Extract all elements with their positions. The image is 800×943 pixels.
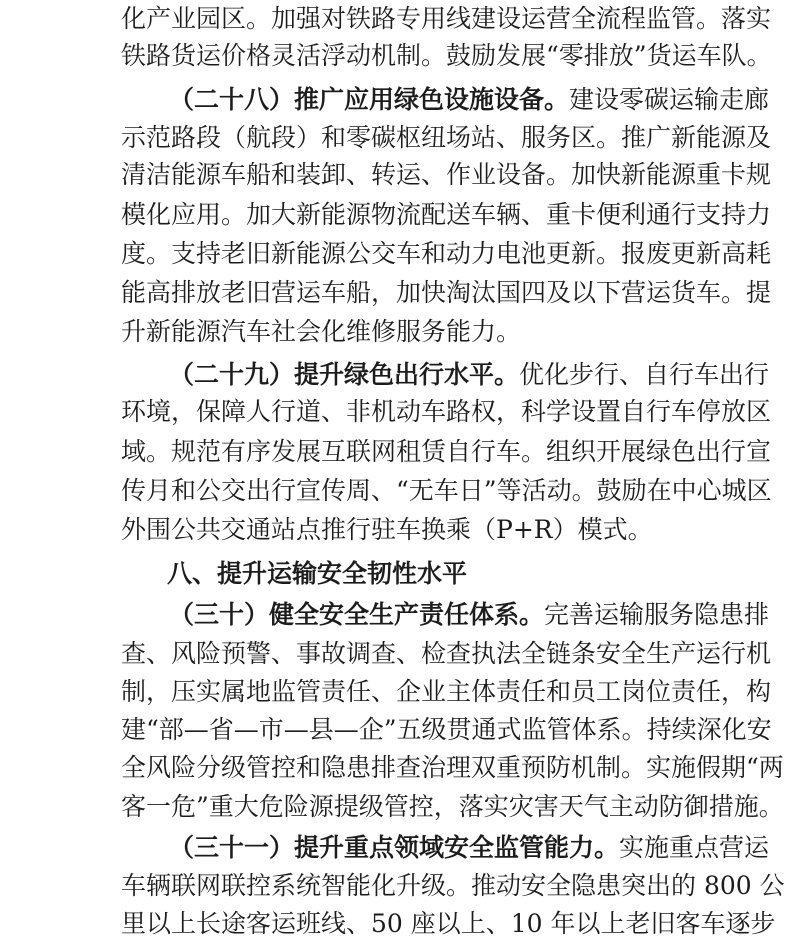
text-span: 升新能源汽车社会化维修服务能力。: [121, 317, 522, 346]
section-heading: [0, 555, 800, 593]
text-span: 查、风险预警、事故调查、检查执法全链条安全生产运行机: [121, 639, 772, 668]
text-span: 化产业园区。加强对铁路专用线建设运营全流程监管。落实: [121, 4, 772, 33]
text-span: 模化应用。加大新能源物流配送车辆、重卡便利通行支持力: [121, 200, 772, 229]
text-span: 全风险分级管控和隐患排查治理双重预防机制。实施假期“两: [121, 753, 784, 782]
text-span: 建设零碳运输走廊: [569, 85, 770, 114]
text-span: 建“部—省—市—县—企”五级贯通式监管体系。持续深化安: [121, 715, 772, 744]
text-span: 制，压实属地监管责任、企业主体责任和员工岗位责任，构: [121, 677, 772, 706]
text-line: [0, 511, 800, 549]
text-line: [0, 393, 800, 431]
text-span: 客一危”重大危险源提级管控，落实灾害天气主动防御措施。: [121, 792, 784, 821]
text-line: [0, 905, 800, 943]
text-span: 铁路货运价格灵活浮动机制。鼓励发展“零排放”货运车队。: [121, 41, 772, 70]
text-span: 里以上长途客运班线、50 座以上、10 年以上老旧客车逐步: [121, 909, 776, 938]
text-span: 能高排放老旧营运车船，加快淘汰国四及以下营运货车。提: [121, 278, 772, 307]
text-line: [0, 788, 800, 826]
paragraph-title: （二十八）推广应用绿色设施设备。: [169, 85, 570, 114]
text-span: 环境，保障人行道、非机动车路权，科学设置自行车停放区: [121, 397, 772, 426]
section-heading-text: 八、提升运输安全韧性水平: [167, 559, 468, 588]
text-line: [0, 156, 800, 194]
text-line: [0, 235, 800, 273]
text-line: [0, 673, 800, 711]
text-line: [0, 0, 800, 38]
text-span: 完善运输服务隐患排: [544, 600, 770, 629]
text-span: 清洁能源车船和装卸、转运、作业设备。加快新能源重卡规: [121, 160, 772, 189]
paragraph-first-line: [0, 81, 800, 119]
text-line: [0, 433, 800, 471]
paragraph-title: （三十一）提升重点领域安全监管能力。: [169, 833, 620, 862]
text-line: [0, 37, 800, 75]
paragraph-first-line: [0, 356, 800, 394]
text-span: 传月和公交出行宣传周、“无车日”等活动。鼓励在中心城区: [121, 476, 772, 505]
text-line: [0, 749, 800, 787]
text-line: [0, 274, 800, 312]
text-span: 域。规范有序发展互联网租赁自行车。组织开展绿色出行宣: [121, 437, 772, 466]
text-line: [0, 119, 800, 157]
text-span: 优化步行、自行车出行: [519, 360, 770, 389]
text-span: 示范路段（航段）和零碳枢纽场站、服务区。推广新能源及: [121, 123, 772, 152]
text-line: [0, 196, 800, 234]
paragraph-first-line: [0, 829, 800, 867]
paragraph-title: （二十九）提升绿色出行水平。: [169, 360, 520, 389]
text-line: [0, 635, 800, 673]
text-line: [0, 711, 800, 749]
text-line: [0, 867, 800, 905]
text-span: 车辆联网联控系统智能化升级。推动安全隐患突出的 800 公: [121, 871, 785, 900]
text-span: 度。支持老旧新能源公交车和动力电池更新。报废更新高耗: [121, 239, 772, 268]
text-line: [0, 472, 800, 510]
paragraph-title: （三十）健全安全生产责任体系。: [169, 600, 545, 629]
text-span: 外围公共交通站点推行驻车换乘（P+R）模式。: [121, 515, 653, 544]
paragraph-first-line: [0, 596, 800, 634]
text-line: [0, 313, 800, 351]
text-span: 实施重点营运: [619, 833, 770, 862]
